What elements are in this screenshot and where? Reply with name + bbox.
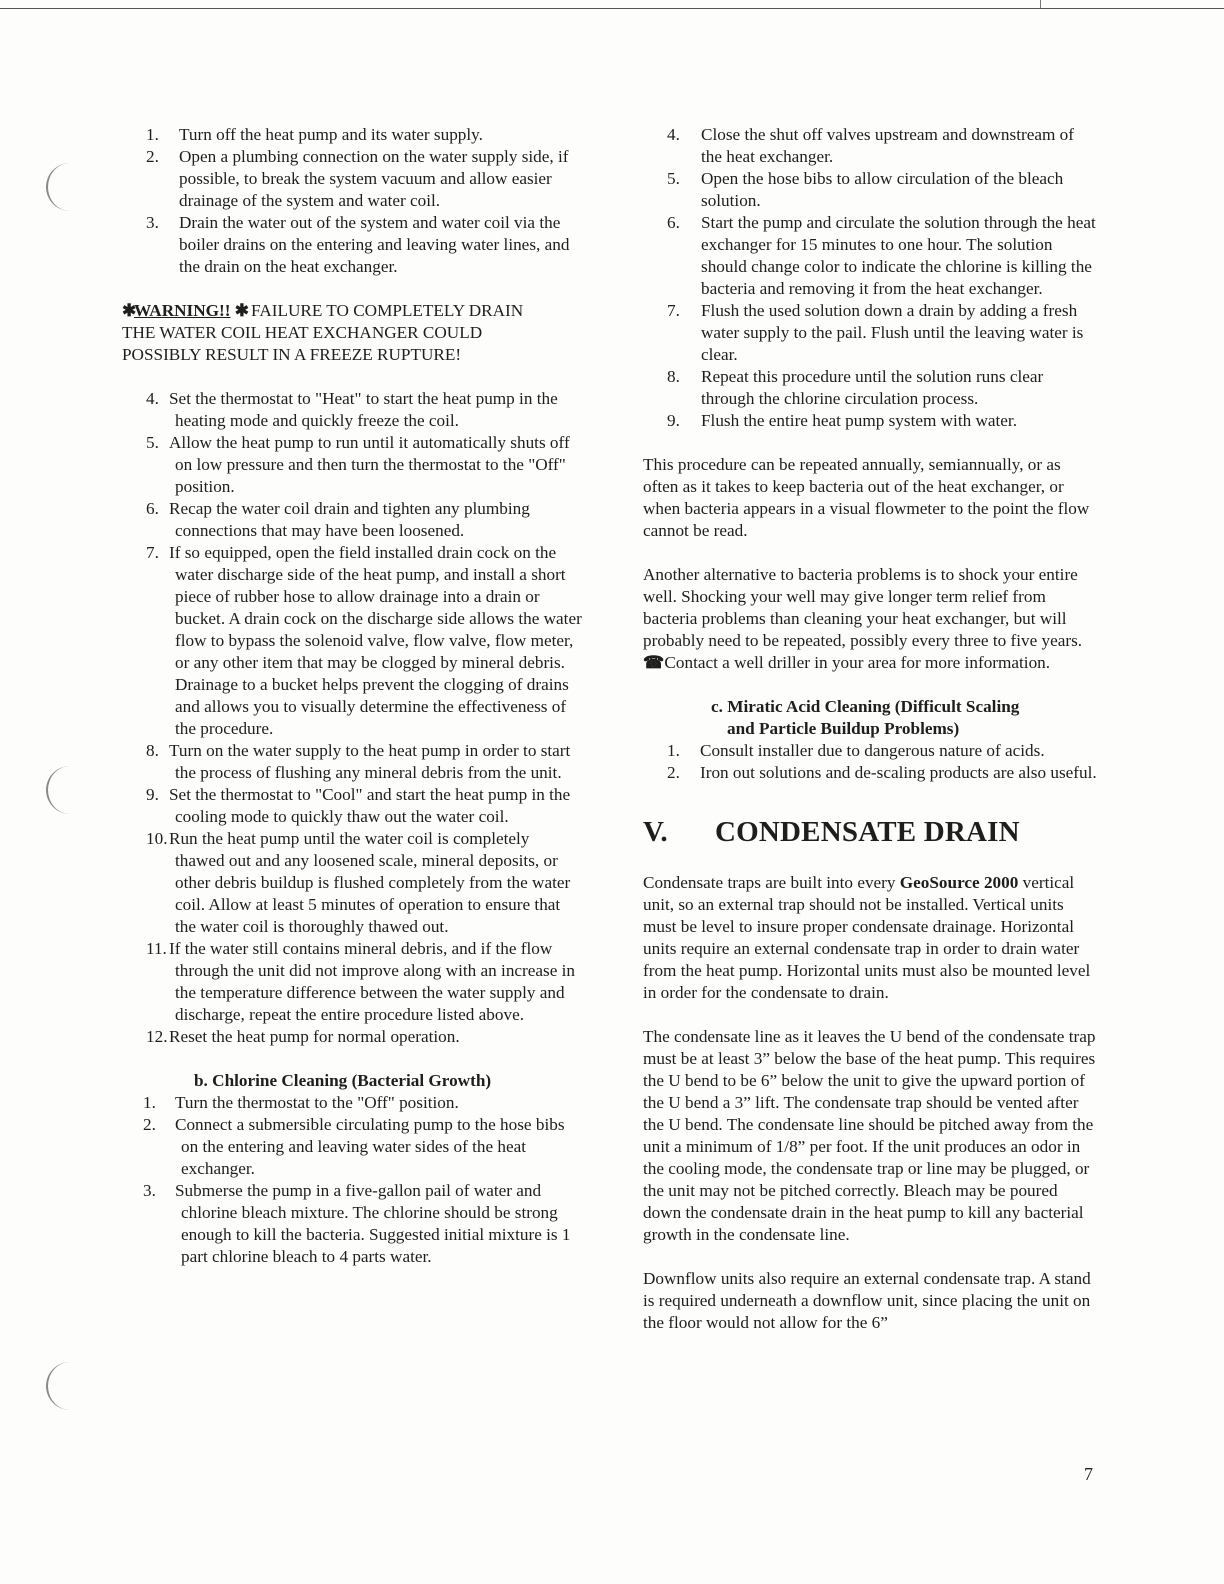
list-item: 6. Recap the water coil drain and tighten any plumbing connections that may have been loosened. [146,499,530,540]
section-title-text: CONDENSATE DRAIN [715,816,1020,848]
list-item: 5. Open the hose bibs to allow circulation of the bleach solution. [667,169,1064,210]
flush-steps-list [122,388,582,1048]
binder-hole-mark [46,163,70,211]
warning-label: WARNING!! [134,301,231,320]
binder-hole-mark [46,1362,70,1410]
list-item: 3. Drain the water out of the system and water coil via the boiler drains on the entering and leaving water lines, and the drain on the heat exchanger. [146,213,570,276]
list-item: 2. Open a plumbing connection on the water supply side, if possible, to break the system vacuum and allow easier drainage of the system and water coil. [146,147,569,210]
list-item: 2. Connect a submersible circulating pump to the hose bibs on the entering and leaving water sides of the heat exchanger. [143,1115,565,1178]
list-item: 9. Set the thermostat to "Cool" and start the heat pump in the cooling mode to quickly thaw out the water coil. [146,785,571,826]
hazard-figure-icon: ✱ [122,301,137,320]
list-item: 8. Turn on the water supply to the heat pump in order to start the process of flushing any mineral debris from the unit. [146,741,571,782]
list-item: 12. Reset the heat pump for normal operation. [146,1027,460,1046]
chlorine-steps-continued-list [643,124,1099,432]
list-item: 4. Set the thermostat to "Heat" to start the heat pump in the heating mode and quickly freeze the coil. [146,389,558,430]
brand-name: GeoSource 2000 [899,873,1019,892]
list-item: 9. Flush the entire heat pump system with water. [667,411,1018,430]
left-column [122,124,582,1268]
list-item: 6. Start the pump and circulate the solution through the heat exchanger for 15 minutes to one hour. The solution should change color to indicate the chlorine is killing the bacteria and removing it from the heat exchanger. [667,213,1096,298]
list-item: 7. If so equipped, open the field installed drain cock on the water discharge side of the heat pump, and install a short piece of rubber hose to allow drainage into a drain or bucket. A drain cock on the discharge side allows the water flow to bypass the solenoid valve, flow valve, flow meter, or any other item that may be clogged by mineral debris. Drainage to a bucket helps prevent the clogging of drains and allows you to visually determine the effectiveness of the procedure. [146,543,582,738]
condensate-traps-paragraph: Condensate traps are built into every GeoSource 2000 vertical unit, so an external trap should not be installed. Vertical units must be level to insure proper condensate drainage. Horizontal units require an external condensate trap in order to drain water from the heat pump. Horizontal units must also be mounted level in order for the condensate to drain. [643,873,1091,1002]
shock-well-paragraph: Another alternative to bacteria problems is to shock your entire well. Shocking your well may give longer term relief from bacteria problems than cleaning your heat exchanger, but will probably need to be repeated, possibly every three to five years. ☎Contact a well driller in your area for more information. [643,565,1083,672]
warning-text: FAILURE TO COMPLETELY DRAIN THE WATER COIL HEAT EXCHANGER COULD POSSIBLY RESULT IN A FREEZE RUPTURE! [122,301,524,364]
page-number: 7 [1084,1464,1093,1484]
drain-steps-list [122,124,582,278]
telephone-icon: ☎ [643,653,665,672]
top-rule [0,8,1224,9]
chlorine-cleaning-heading: b. Chlorine Cleaning (Bacterial Growth) [194,1071,492,1090]
list-item: 1. Turn the thermostat to the "Off" position. [143,1093,459,1112]
top-tick [1040,0,1041,8]
list-item: 2. Iron out solutions and de-scaling products are also useful. [667,763,1097,782]
list-item: 7. Flush the used solution down a drain by adding a fresh water supply to the pail. Flush until the leaving water is clear. [667,301,1084,364]
list-item: 5. Allow the heat pump to run until it automatically shuts off on low pressure and then turn the thermostat to the "Off" position. [146,433,570,496]
list-item: 8. Repeat this procedure until the solution runs clear through the chlorine circulation process. [667,367,1044,408]
section-number: V. [643,816,668,848]
list-item: 1. Consult installer due to dangerous nature of acids. [667,741,1045,760]
binder-hole-mark [46,766,70,814]
chlorine-steps-list [122,1092,582,1268]
condensate-drain-section-title [643,808,1099,856]
list-item: 11. If the water still contains mineral debris, and if the flow through the unit did not improve along with an increase in the temperature difference between the water supply and discharge, repeat the entire procedure listed above. [146,939,576,1024]
downflow-paragraph: Downflow units also require an external condensate trap. A stand is required underneath a downflow unit, since placing the unit on the floor would not allow for the 6” [643,1269,1091,1332]
miratic-acid-heading: c. Miratic Acid Cleaning (Difficult Scaling and Particle Buildup Problems) [711,697,1020,738]
list-item: 3. Submerse the pump in a five-gallon pail of water and chlorine bleach mixture. The chlorine should be strong enough to kill the bacteria. Suggested initial mixture is 1 part chlorine bleach to 4 parts water. [143,1181,571,1266]
condensate-line-paragraph: The condensate line as it leaves the U bend of the condensate trap must be at least 3” below the base of the heat pump. This requires the U bend to be 6” below the unit to give the upward portion of the U bend a 3” lift. The condensate trap should be vented after the U bend. The condensate line should be pitched away from the unit a minimum of 1/8” per foot. If the unit produces an odor in the cooling mode, the condensate trap or line may be plugged, or the unit may not be pitched correctly. Bleach may be poured down the condensate drain in the heat pump to kill any bacterial growth in the condensate line. [643,1027,1096,1244]
hazard-figure-icon: ✱ [234,301,250,320]
acid-steps-list [643,740,1099,784]
list-item: 1. Turn off the heat pump and its water supply. [146,125,483,144]
right-column [643,124,1099,1334]
list-item: 10. Run the heat pump until the water coil is completely thawed out and any loosened scale, mineral deposits, or other debris buildup is flushed completely from the water coil. Allow at least 5 minutes of operation to ensure that the water coil is thoroughly thawed out. [146,829,571,936]
freeze-warning [122,300,542,366]
list-item: 4. Close the shut off valves upstream and downstream of the heat exchanger. [667,125,1074,166]
repeat-procedure-paragraph: This procedure can be repeated annually, semiannually, or as often as it takes to keep bacteria out of the heat exchanger, or when bacteria appears in a visual flowmeter to the point the flow cannot be read. [643,455,1090,540]
